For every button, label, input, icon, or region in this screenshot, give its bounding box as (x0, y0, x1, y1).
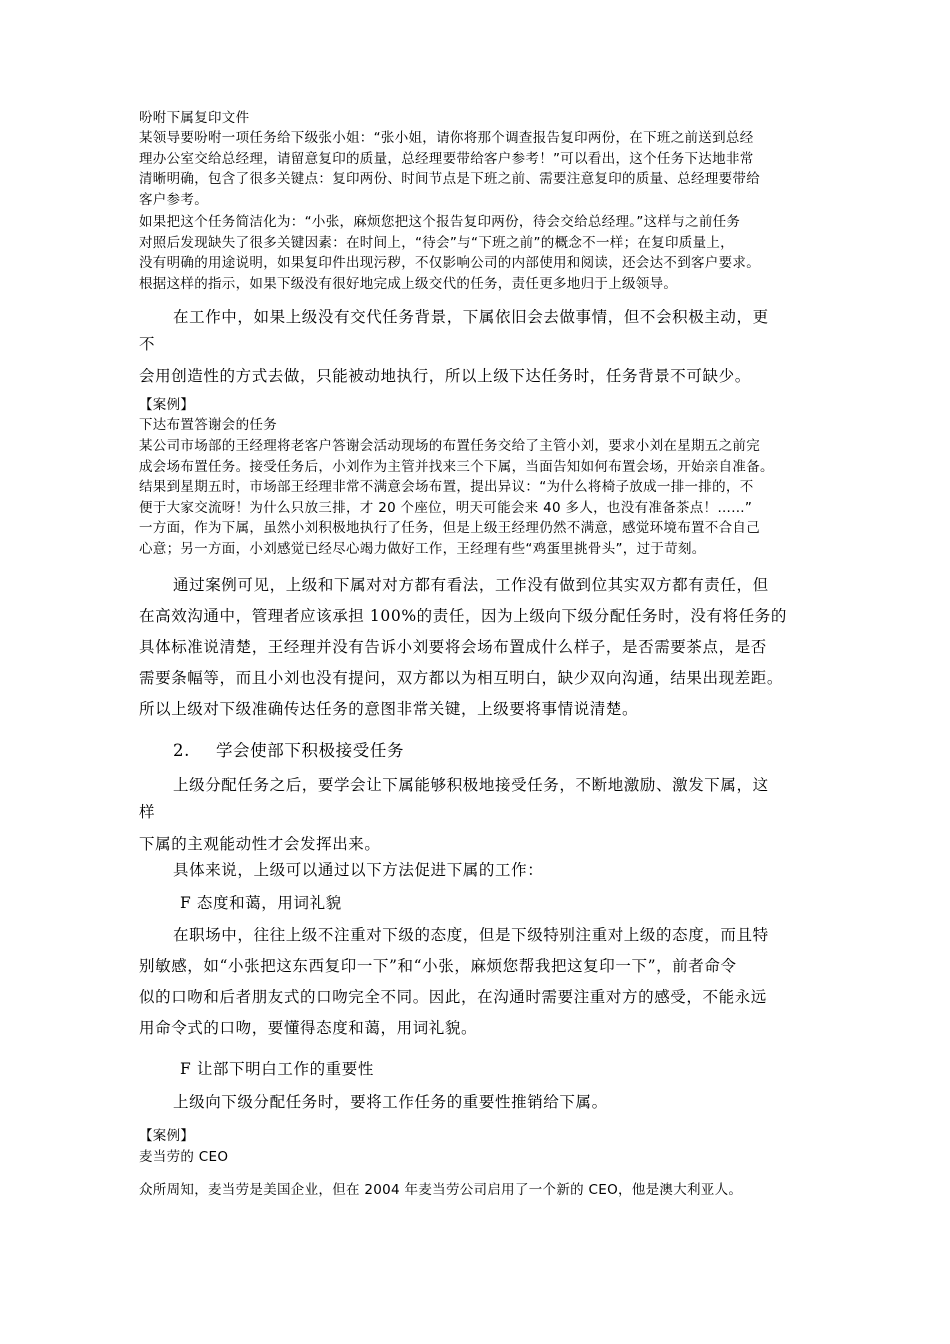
text-line: 别敏感，如“小张把这东西复印一下”和“小张，麻烦您帮我把这复印一下”，前者命令 (139, 957, 737, 975)
text-line: 在工作中，如果上级没有交代任务背景，下属依旧会去做事情，但不会积极主动，更 (173, 308, 769, 326)
text-line: 上级分配任务之后，要学会让下属能够积极地接受任务，不断地激励、激发下属，这 (173, 776, 769, 794)
text-line: 用命令式的口吻，要懂得态度和蔼，用词礼貌。 (139, 1019, 478, 1037)
case-tag: 【案例】 (139, 1128, 195, 1144)
section-title-copy-task: 吩咐下属复印文件 (139, 110, 250, 126)
text-line: 结果到星期五时，市场部王经理非常不满意会场布置，提出异议：“为什么将椅子放成一排一排的，不 (139, 479, 754, 495)
text-line: 不 (139, 335, 156, 353)
text-line: 所以上级对下级准确传达任务的意图非常关键，上级要将事情说清楚。 (139, 700, 639, 718)
paragraph-task-background (139, 302, 819, 392)
text-line: 在高效沟通中，管理者应该承担 100%的责任，因为上级向下级分配任务时，没有将任务的 (139, 607, 787, 625)
text-line: 心意；另一方面，小刘感觉已经尽心竭力做好工作，王经理有些“鸡蛋里挑骨头”，过于苛刻。 (139, 540, 706, 557)
text-line: 一方面，作为下属，虽然小刘积极地执行了任务，但是上级王经理仍然不满意，感觉环境布置不合自己 (139, 520, 760, 536)
case-title: 下达布置答谢会的任务 (139, 417, 277, 433)
text-line: 某公司市场部的王经理将老客户答谢会活动现场的布置任务交给了主管小刘，要求小刘在星期五之前完 (139, 438, 760, 454)
text-line: 便于大家交流呀！为什么只放三排，才 20 个座位，明天可能会来 40 多人，也没有准备茶点！……” (139, 499, 753, 516)
text-line: 具体标准说清楚，王经理并没有告诉小刘要将会场布置成什么样子，是否需要茶点，是否 (139, 638, 767, 656)
paragraph-attitude (139, 920, 819, 1044)
paragraph-copy-task-instruction (139, 128, 819, 210)
text-line: 对照后发现缺失了很多关键因素：在时间上，“待会”与“下班之前”的概念不一样；在复印质量上， (139, 234, 734, 251)
paragraph-case-thanksgiving (139, 436, 819, 559)
section-heading (173, 735, 853, 766)
text-line: 需要条幅等，而且小刘也没有提问，双方都以为相互明白，缺少双向沟通，结果出现差距。 (139, 669, 784, 687)
text-line: 似的口吻和后者朋友式的口吻完全不同。因此，在沟通时需要注重对方的感受，不能永远 (139, 988, 767, 1006)
paragraph-methods-intro: 具体来说，上级可以通过以下方法促进下属的工作： (173, 861, 544, 879)
text-line: 下属的主观能动性才会发挥出来。 (139, 835, 381, 853)
paragraph-importance: 上级向下级分配任务时，要将工作任务的重要性推销给下属。 (173, 1093, 608, 1111)
text-line: 清晰明确，包含了很多关键点：复印两份、时间节点是下班之前、需要注意复印的质量、总经理要带给 (139, 171, 760, 187)
text-line: 会用创造性的方式去做，只能被动地执行，所以上级下达任务时，任务背景不可缺少。 (139, 367, 751, 385)
text-line: 成会场布置任务。接受任务后，小刘作为主管并找来三个下属，当面告知如何布置会场，开始亲自准备。 (139, 458, 774, 475)
text-line: 在职场中，往往上级不注重对下级的态度，但是下级特别注重对上级的态度，而且特 (173, 926, 769, 944)
text-line: 如果把这个任务简洁化为：“小张，麻烦您把这个报告复印两份，待会交给总经理。”这样与之前任务 (139, 214, 741, 230)
text-line: 样 (139, 803, 156, 821)
text-line: 没有明确的用途说明，如果复印件出现污秽，不仅影响公司的内部使用和阅读，还会达不到客户要求。 (139, 255, 760, 271)
bullet-work-importance: F 让部下明白工作的重要性 (180, 1060, 374, 1078)
text-line: 根据这样的指示，如果下级没有很好地完成上级交代的任务，责任更多地归于上级领导。 (139, 275, 678, 292)
case-tag: 【案例】 (139, 397, 195, 413)
text-line: 通过案例可见，上级和下属对对方都有看法，工作没有做到位其实双方都有责任，但 (173, 576, 769, 594)
bullet-polite-attitude: F 态度和蔼，用词礼貌 (180, 894, 342, 912)
paragraph-case-analysis (139, 570, 819, 725)
heading-number: 2. (173, 741, 190, 760)
heading-text: 学会使部下积极接受任务 (215, 741, 405, 760)
paragraph-mcdonalds-ceo: 众所周知，麦当劳是美国企业，但在 2004 年麦当劳公司启用了一个新的 CEO，他是澳大利亚人。 (139, 1182, 743, 1198)
paragraph-accept-tasks (139, 770, 819, 860)
text-line: 客户参考。 (139, 191, 208, 208)
case-title: 麦当劳的 CEO (139, 1149, 229, 1165)
text-line: 某领导要吩咐一项任务给下级张小姐：“张小姐，请你将那个调查报告复印两份，在下班之前送到总经 (139, 130, 754, 146)
paragraph-simplified-instruction (139, 212, 819, 294)
text-line: 理办公室交给总经理，请留意复印的质量，总经理要带给客户参考！”可以看出，这个任务下达地非常 (139, 150, 754, 167)
